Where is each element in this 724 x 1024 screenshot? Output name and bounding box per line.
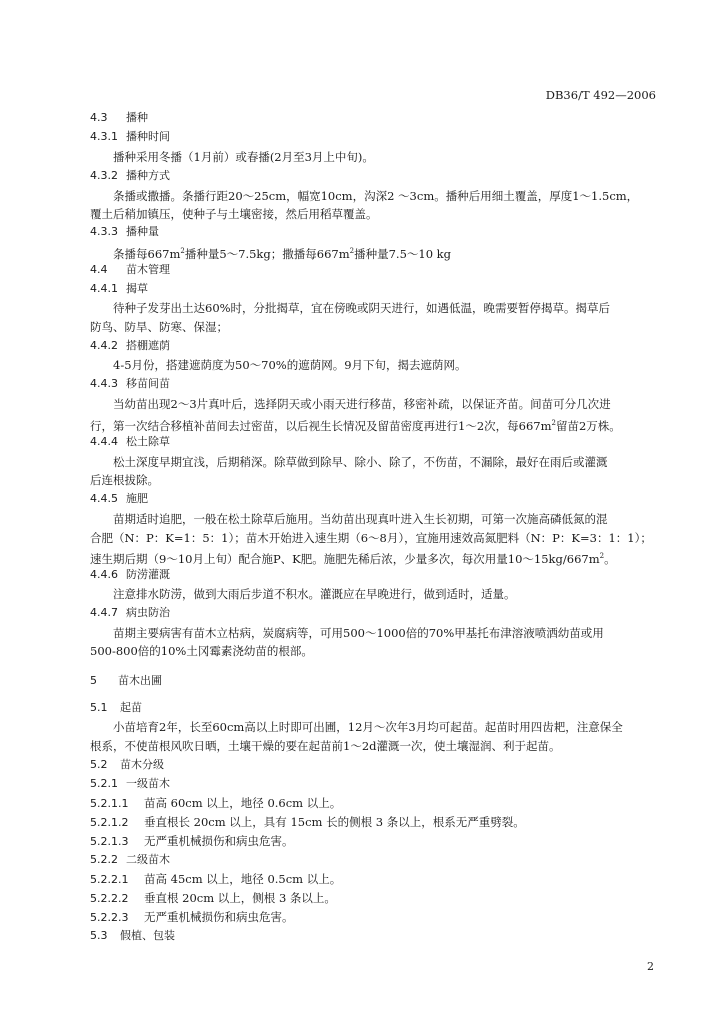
heading-title: 起苗 <box>120 701 142 714</box>
heading-number: 4.4.2 <box>90 339 118 352</box>
paragraph-line: 防鸟、防旱、防寒、保湿； <box>90 320 228 334</box>
heading-title: 播种量 <box>126 225 159 238</box>
heading-number: 4.4.4 <box>90 435 118 448</box>
heading-number: 5.2.2 <box>90 853 118 866</box>
heading-5-2-1 <box>90 776 658 792</box>
heading-5-3 <box>90 928 658 944</box>
paragraph-line: 待种子发芽出土达60%时，分批揭草，宜在傍晚或阴天进行，如遇低温，晚需要暂停揭草。揭草后 <box>113 301 611 315</box>
heading-4-4-7 <box>90 605 658 621</box>
clause-5-2-1-1: 5.2.1.1 苗高 60cm 以上，地径 0.6cm 以上。 <box>90 796 342 810</box>
heading-4-3 <box>90 110 658 126</box>
clause-5-2-1-3: 5.2.1.3 无严重机械损伤和病虫危害。 <box>90 834 294 848</box>
heading-4-4-2 <box>90 338 658 354</box>
heading-number: 5.2 <box>90 758 108 771</box>
heading-title: 松土除草 <box>126 435 170 448</box>
paragraph-line: 条播或撒播。条播行距20～25cm，幅宽10cm，沟深2 ～3cm。播种后用细土覆盖，厚度1～1.5cm， <box>113 189 639 203</box>
page-number: 2 <box>647 960 654 973</box>
paragraph-line: 合肥（N：P：K=1：5：1）；苗木开始进入速生期（6～8月），宜施用速效高氮肥料（N：P：K=3：1：1）； <box>90 531 652 545</box>
heading-number: 4.4.3 <box>90 377 118 390</box>
heading-title: 播种 <box>126 111 148 124</box>
heading-5-1 <box>90 700 658 716</box>
heading-number: 4.4 <box>90 263 108 276</box>
standard-code: DB36/T 492—2006 <box>545 88 656 102</box>
paragraph-line: 速生期后期（9～10月上旬）配合施P、K肥。施肥先稀后浓，少量多次，每次用量$10\sim 15kg/667m^2$。 <box>90 551 616 566</box>
heading-title: 一级苗木 <box>126 777 170 790</box>
heading-title: 防涝灌溉 <box>126 568 170 581</box>
heading-4-4-6 <box>90 567 658 583</box>
paragraph-line: 苗期适时追肥，一般在松土除草后施用。当幼苗出现真叶进入生长初期，可第一次施高磷低氮的混 <box>113 512 608 526</box>
heading-number: 5.1 <box>90 701 108 714</box>
heading-title: 移苗间苗 <box>126 377 170 390</box>
paragraph-line: 小苗培育2年，长至60cm高以上时即可出圃，12月～次年3月均可起苗。起苗时用四齿耙，注意保全 <box>113 720 623 734</box>
heading-title: 播种方式 <box>126 169 170 182</box>
heading-title: 播种时间 <box>126 130 170 143</box>
heading-4-4-4 <box>90 434 658 450</box>
heading-4-4-3 <box>90 376 658 392</box>
heading-4-4-5 <box>90 491 658 507</box>
heading-number: 4.3.1 <box>90 130 118 143</box>
paragraph-line: 松土深度早期宜浅，后期稍深。除草做到除早、除小、除了，不伤苗，不漏除，最好在雨后或灌溉 <box>113 455 608 469</box>
heading-title: 假植、包装 <box>120 929 175 942</box>
heading-number: 4.4.7 <box>90 606 118 619</box>
paragraph-line: 行，第一次结合移植补苗间去过密苗，以后视生长情况及留苗密度再进行1～2次，每$667m^2$留苗2万株。 <box>90 418 621 433</box>
paragraph-line: 根系，不使苗根风吹日晒，土壤干燥的要在起苗前1～2d灌溉一次，使土壤湿润、利于起苗。 <box>90 739 561 753</box>
heading-title: 苗木分级 <box>120 758 164 771</box>
heading-number: 4.4.5 <box>90 492 118 505</box>
heading-title: 苗木管理 <box>126 263 170 276</box>
clause-5-2-2-2: 5.2.2.2 垂直根 20cm 以上，侧根 3 条以上。 <box>90 891 336 905</box>
paragraph-line: 当幼苗出现2～3片真叶后，选择阴天或小雨天进行移苗，移密补疏，以保证齐苗。间苗可分几次进 <box>113 397 611 411</box>
paragraph-line: 后连根拔除。 <box>90 473 159 487</box>
paragraph-line: 覆土后稍加镇压，使种子与土壤密接，然后用稻草覆盖。 <box>90 207 378 221</box>
paragraph-line: 4-5月份，搭建遮荫度为50～70%的遮荫网。9月下旬，揭去遮荫网。 <box>113 358 467 372</box>
paragraph-line: 500-800倍的10%土冈霉素浇幼苗的根部。 <box>90 644 313 658</box>
paragraph-line: 苗期主要病害有苗木立枯病，炭腐病等，可用500～1000倍的70%甲基托布津溶液喷洒幼苗或用 <box>113 626 604 640</box>
heading-title: 二级苗木 <box>126 853 170 866</box>
paragraph-line: 注意排水防涝，做到大雨后步道不积水。灌溉应在早晚进行，做到适时，适量。 <box>113 587 516 601</box>
heading-4-4 <box>90 262 658 278</box>
clause-5-2-2-3: 5.2.2.3 无严重机械损伤和病虫危害。 <box>90 910 294 924</box>
heading-title: 搭棚遮荫 <box>126 339 170 352</box>
heading-number: 4.3 <box>90 111 108 124</box>
paragraph-line: 条播每$667m^2$播种量5～7.5kg；撒播每$667m^2$播种量7.5～10 kg <box>113 246 452 261</box>
heading-4-3-1 <box>90 129 658 145</box>
heading-5-2 <box>90 757 658 773</box>
heading-title: 病虫防治 <box>126 606 170 619</box>
heading-4-4-1 <box>90 281 658 297</box>
heading-number: 4.3.3 <box>90 225 118 238</box>
heading-4-3-3 <box>90 224 658 240</box>
clause-5-2-2-1: 5.2.2.1 苗高 45cm 以上，地径 0.5cm 以上。 <box>90 872 342 886</box>
clause-5-2-1-2: 5.2.1.2 垂直根长 20cm 以上，具有 15cm 长的侧根 3 条以上，根系无严重劈裂。 <box>90 815 525 829</box>
heading-number: 4.4.1 <box>90 282 118 295</box>
heading-title: 揭草 <box>126 282 148 295</box>
heading-title: 施肥 <box>126 492 148 505</box>
heading-5 <box>90 673 658 689</box>
heading-number: 5 <box>90 674 97 687</box>
heading-number: 5.3 <box>90 929 108 942</box>
heading-number: 4.3.2 <box>90 169 118 182</box>
heading-5-2-2 <box>90 852 658 868</box>
heading-4-3-2 <box>90 168 658 184</box>
heading-number: 5.2.1 <box>90 777 118 790</box>
paragraph-line: 播种采用冬播（1月前）或春播(2月至3月上中旬)。 <box>113 150 374 164</box>
heading-title: 苗木出圃 <box>118 674 162 687</box>
heading-number: 4.4.6 <box>90 568 118 581</box>
